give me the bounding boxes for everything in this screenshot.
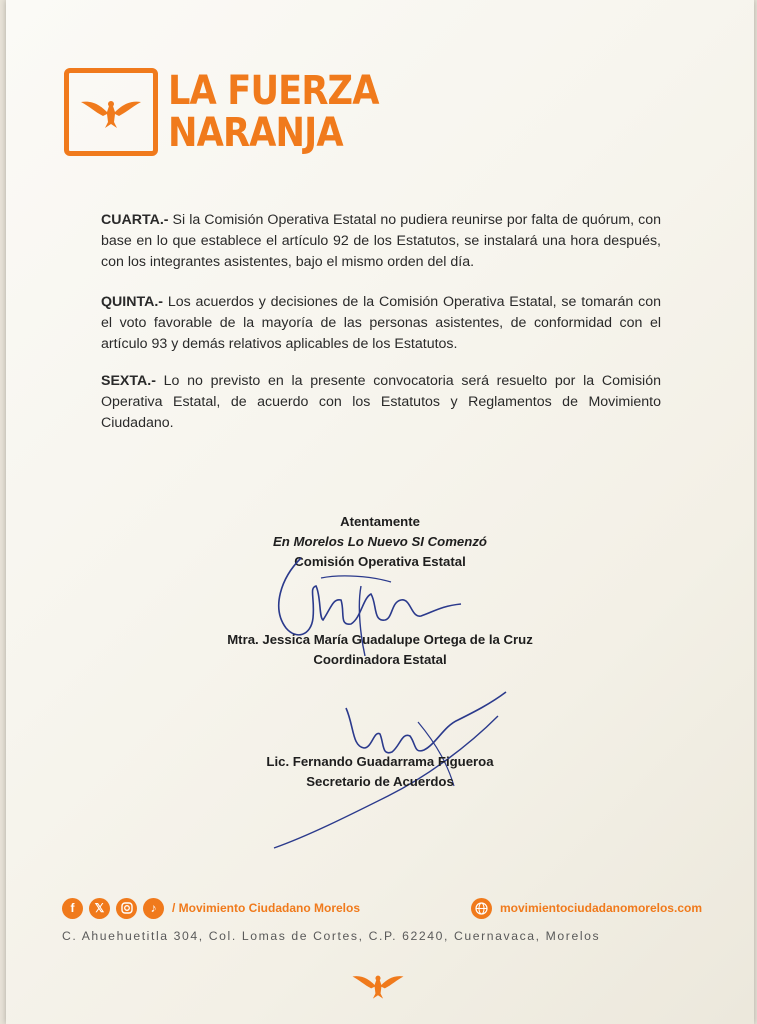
website-link[interactable] bbox=[471, 898, 702, 919]
logo-text-line1: LA FUERZA bbox=[168, 68, 379, 114]
facebook-icon[interactable]: f bbox=[62, 898, 83, 919]
social-handle[interactable]: / Movimiento Ciudadano Morelos bbox=[172, 901, 361, 915]
eagle-emblem-icon bbox=[340, 968, 416, 1007]
clause-cuarta bbox=[101, 210, 661, 273]
brand-logo bbox=[64, 68, 407, 156]
footer-social-row bbox=[62, 896, 702, 920]
clause-text: Lo no previsto en la presente convocatoria será resuelto por la Comisión Operativa Estatal, de acuerdo con los Estatutos y Reglamentos de Movimiento Ciudadano. bbox=[101, 373, 661, 431]
clause-text: Los acuerdos y decisiones de la Comisión Operativa Estatal, se tomarán con el voto favorable de la mayoría de las personas asistentes, de conformidad con el artículo 93 y demás relativos aplicables de los Estatutos. bbox=[101, 294, 661, 352]
clause-quinta bbox=[101, 292, 661, 355]
signer-2-title: Secretario de Acuerdos bbox=[306, 774, 454, 789]
tiktok-icon[interactable]: ♪ bbox=[143, 898, 164, 919]
closing-motto: En Morelos Lo Nuevo SI Comenzó bbox=[273, 534, 487, 549]
signer-1-block bbox=[6, 630, 754, 670]
x-icon[interactable]: 𝕏 bbox=[89, 898, 110, 919]
logo-text-line2: NARANJA bbox=[168, 110, 343, 156]
clause-heading: CUARTA.- bbox=[101, 212, 169, 228]
closing-body: Comisión Operativa Estatal bbox=[294, 554, 466, 569]
instagram-icon[interactable] bbox=[116, 898, 137, 919]
signer-2-block bbox=[6, 752, 754, 792]
website-text: movimientociudadanomorelos.com bbox=[499, 901, 702, 915]
signer-1-title: Coordinadora Estatal bbox=[313, 652, 447, 667]
closing-greeting: Atentamente bbox=[340, 514, 420, 529]
signer-1-name: Mtra. Jessica María Guadalupe Ortega de la Cruz bbox=[227, 632, 533, 647]
clause-text: Si la Comisión Operativa Estatal no pudiera reunirse por falta de quórum, con base en lo que establece el artículo 92 de los Estatutos, se instalará una hora después, con los integrantes asistentes, bajo el mismo orden del día. bbox=[101, 212, 661, 270]
clause-sexta bbox=[101, 371, 661, 434]
eagle-emblem-icon bbox=[64, 68, 158, 156]
clause-heading: SEXTA.- bbox=[101, 373, 156, 389]
globe-icon bbox=[471, 898, 492, 919]
address-line: C. Ahuehuetitla 304, Col. Lomas de Cortes, C.P. 62240, Cuernavaca, Morelos bbox=[62, 929, 601, 943]
signer-2-name: Lic. Fernando Guadarrama Figueroa bbox=[266, 754, 494, 769]
clause-heading: QUINTA.- bbox=[101, 294, 163, 310]
document-page bbox=[6, 0, 754, 1024]
